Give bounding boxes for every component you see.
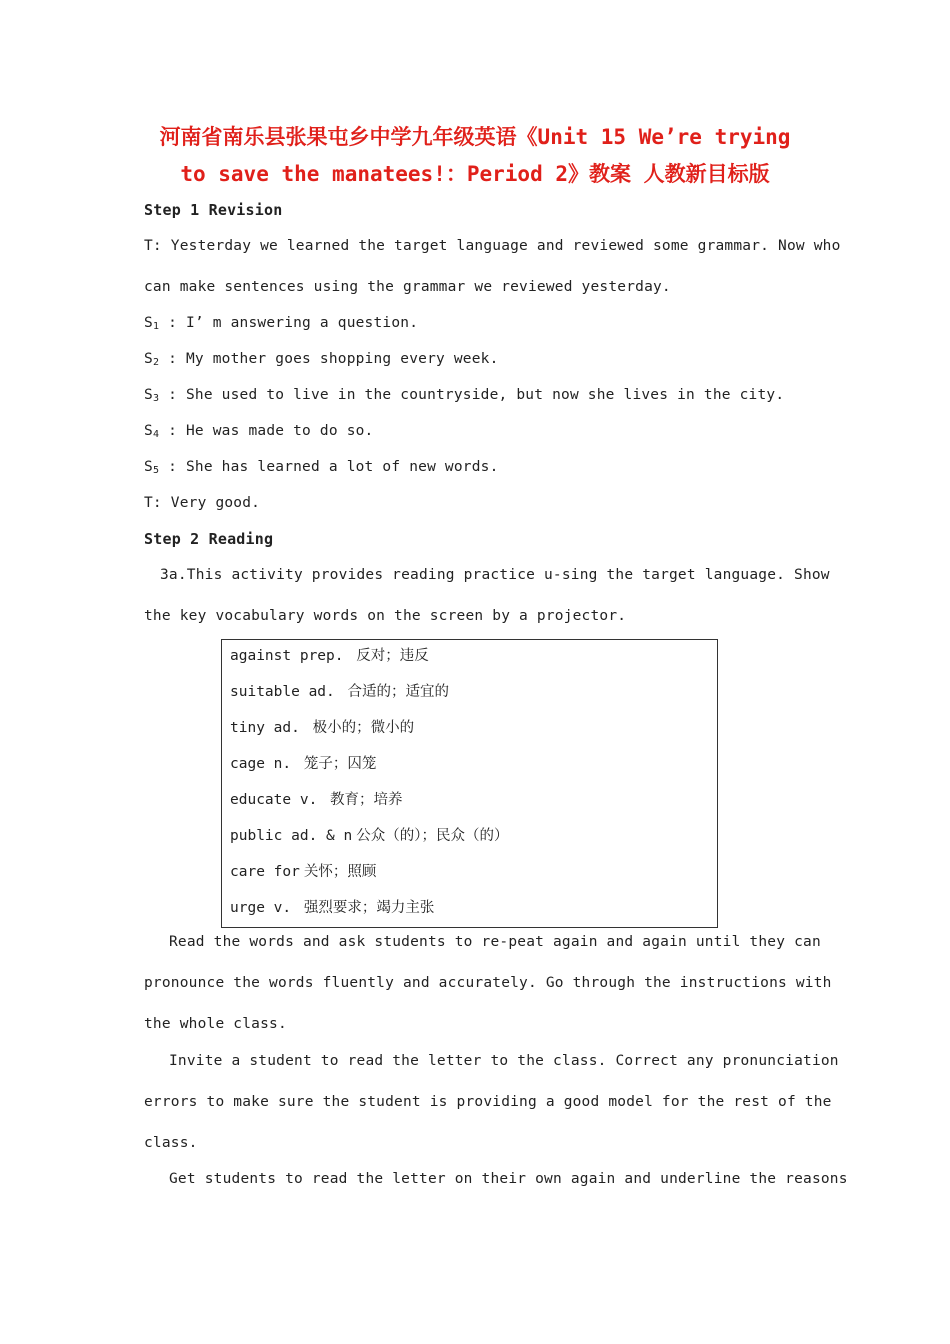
intro-line-2: the key vocabulary words on the screen by a projector. [144,608,627,624]
para1-line-2: pronounce the words fluently and accurately. Go through the instructions with [144,975,832,991]
teacher-end-line: T: Very good. [144,495,261,511]
student-line-3: $S_3$ : She used to live in the countryside, but now she lives in the city. [144,387,785,404]
student-line-2: $S_2$ : My mother goes shopping every week. [144,351,499,368]
vocab-row: public ad. & n 公众（的）；民众（的） [230,828,509,844]
para2-line-1: Invite a student to read the letter to the class. Correct any pronunciation [169,1053,839,1069]
vocab-row: educate v. 教育；培养 [230,792,403,808]
vocabulary-table [221,639,718,928]
student-line-5: $S_5$ : She has learned a lot of new words. [144,459,499,476]
para1-line-1: Read the words and ask students to re-peat again and again until they can [169,934,821,950]
teacher-line-1: T: Yesterday we learned the target language and reviewed some grammar. Now who [144,238,841,254]
document-title [120,119,830,193]
para1-line-3: the whole class. [144,1016,287,1032]
vocab-row: care for 关怀；照顾 [230,864,377,880]
vocab-row: cage n. 笼子；囚笼 [230,756,377,772]
vocab-row: against prep. 反对；违反 [230,648,429,664]
title-line-2: to save the manatees!：Period 2》教案 人教新目标版 [180,162,770,186]
intro-line-1: 3a.This activity provides reading practice u-sing the target language. Show [160,567,830,583]
teacher-line-2: can make sentences using the grammar we reviewed yesterday. [144,279,671,295]
student-line-4: $S_4$ : He was made to do so. [144,423,374,440]
vocab-row: tiny ad. 极小的；微小的 [230,720,415,736]
para2-line-2: errors to make sure the student is providing a good model for the rest of the [144,1094,832,1110]
step2-heading: Step 2 Reading [144,530,274,548]
para2-line-3: class. [144,1135,198,1151]
title-line-1: 河南省南乐县张果屯乡中学九年级英语《Unit 15 We’re trying [159,125,791,149]
step1-heading: Step 1 Revision [144,201,283,219]
vocab-row: urge v. 强烈要求；竭力主张 [230,900,435,916]
vocab-row: suitable ad. 合适的；适宜的 [230,684,449,700]
para3-line-1: Get students to read the letter on their own again and underline the reasons [169,1171,848,1187]
student-line-1: $S_1$ : I’ m answering a question. [144,315,419,332]
